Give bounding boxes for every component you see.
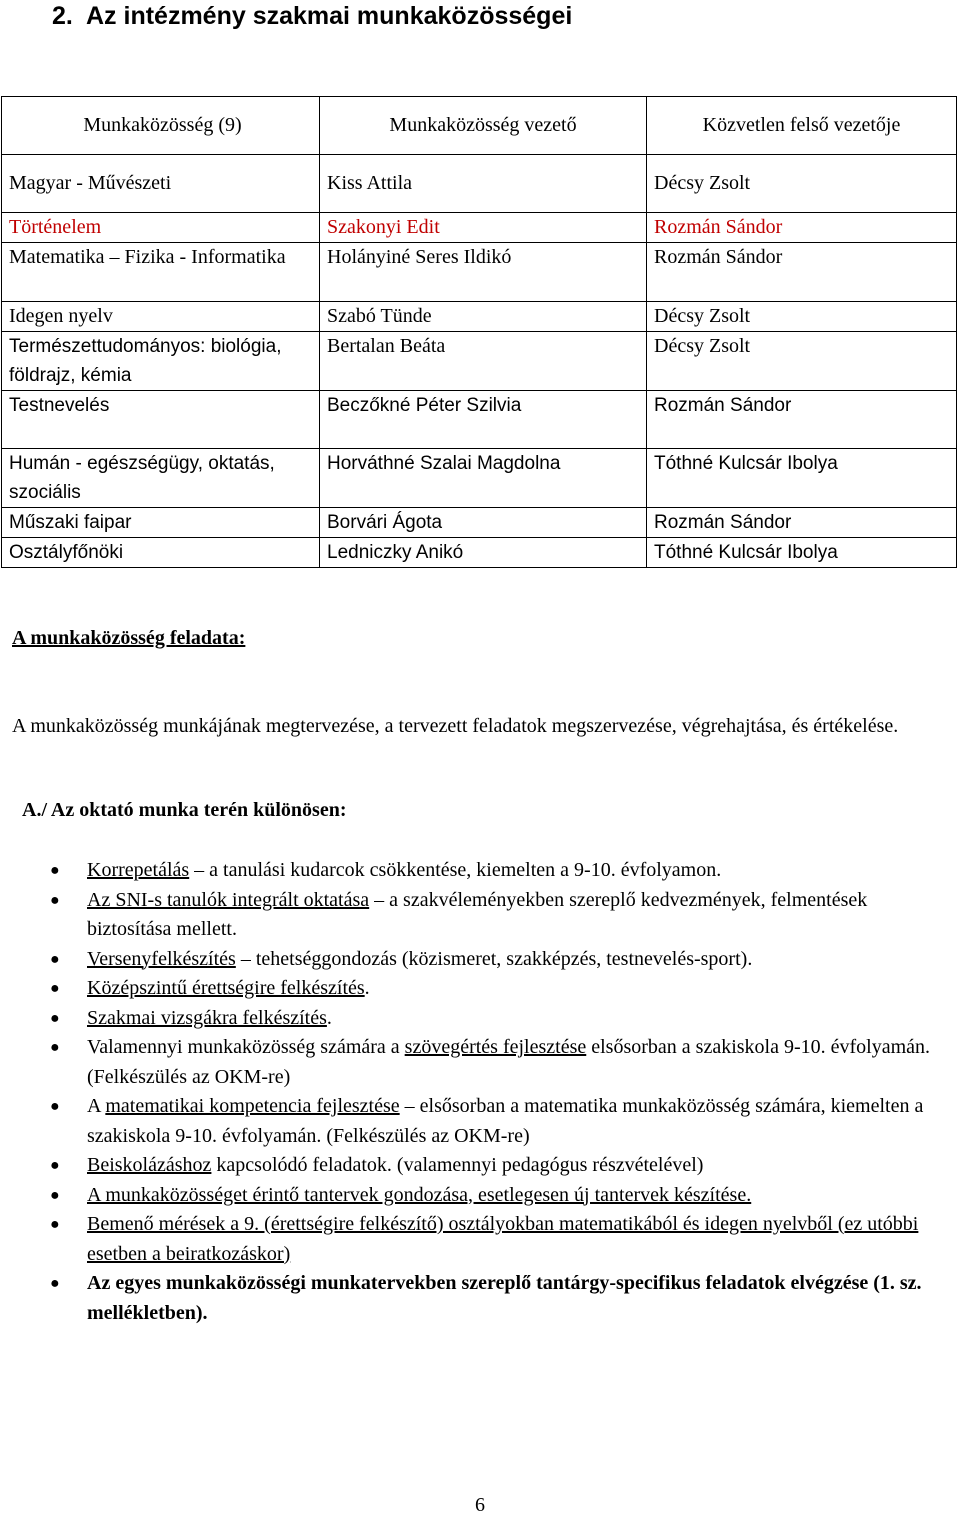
cell-supervisor: Rozmán Sándor [647, 243, 957, 302]
work-groups-table [1, 96, 957, 568]
section-number: 2. [52, 2, 73, 30]
bullet-icon: ● [50, 1186, 60, 1204]
list-item [0, 1092, 960, 1151]
task-text: Valamennyi munkaközösség számára a [87, 1036, 405, 1058]
cell-leader: Bertalan Beáta [320, 332, 647, 391]
subheading-prefix: A. [22, 799, 42, 821]
task-text: – tehetséggondozás (közismeret, szakképzés, testnevelés-sport). [235, 947, 753, 970]
bullet-icon: ● [50, 980, 60, 997]
task-highlight: szövegértés fejlesztése [404, 1036, 587, 1058]
task-text: . [326, 1006, 332, 1029]
header-leader: Munkaközösség vezető [320, 97, 647, 155]
table-row [2, 155, 957, 213]
bullet-icon: ● [50, 1009, 60, 1027]
list-item [0, 1033, 960, 1092]
table-row [2, 302, 957, 332]
cell-leader: Horváthné Szalai Magdolna [320, 449, 647, 508]
header-work-group: Munkaközösség (9) [2, 97, 320, 155]
bullet-icon: ● [50, 1216, 60, 1233]
task-highlight: Beiskolázáshoz [87, 1154, 212, 1176]
task-highlight: Középszintű érettségire felkészítés [87, 977, 365, 999]
list-item [0, 945, 960, 975]
cell-supervisor: Rozmán Sándor [647, 508, 957, 538]
bullet-icon: ● [50, 1275, 60, 1292]
cell-work-group: Természettudományos: biológia, földrajz, kémia [2, 332, 320, 391]
task-list [0, 856, 960, 1328]
cell-work-group: Humán - egészségügy, oktatás, szociális [2, 449, 320, 508]
cell-leader: Holányiné Seres Ildikó [320, 243, 647, 302]
table-row [2, 243, 957, 302]
cell-leader: Szakonyi Edit [320, 213, 647, 243]
task-text: elsősorban a szakiskola 9-10. évfolyamán. (Felkészülés az OKM-re) [87, 1036, 931, 1088]
list-item [0, 856, 960, 886]
table-row [2, 538, 957, 568]
cell-work-group: Idegen nyelv [2, 302, 320, 332]
task-highlight: Korrepetálás [87, 859, 190, 881]
list-item [0, 974, 960, 1004]
task-text: – a szakvéleményekben szereplő kedvezmények, felmentések biztosítása mellett. [87, 888, 868, 940]
cell-work-group: Matematika – Fizika - Informatika [2, 243, 320, 302]
section-title: A munkaközösség feladata: [12, 627, 246, 649]
list-item [0, 1210, 960, 1269]
list-item [0, 1151, 960, 1181]
task-highlight: Szakmai vizsgákra felkészítés [87, 1006, 327, 1029]
cell-work-group: Műszaki faipar [2, 508, 320, 538]
task-highlight: Versenyfelkészítés [87, 947, 236, 970]
task-text: kapcsolódó feladatok. (valamennyi pedagógus részvételével) [211, 1154, 704, 1176]
table-row [2, 213, 957, 243]
task-text: – elsősorban a matematika munkaközösség számára, kiemelten a szakiskola 9-10. évfolyamán. (Felkészülés az OKM-re) [87, 1095, 924, 1147]
cell-supervisor: Rozmán Sándor [647, 391, 957, 449]
task-highlight: Bemenő mérések a 9. (érettségire felkészítő) osztályokban matematikából és idegen nyelvből (ez utóbbi esetben a beiratkozáskor) [87, 1213, 919, 1265]
table-row [2, 332, 957, 391]
task-highlight: A munkaközösséget érintő tantervek gondozása, esetlegesen új tantervek készítése. [87, 1183, 752, 1206]
task-text: – a tanulási kudarcok csökkentése, kiemelten a 9-10. évfolyamon. [189, 859, 722, 881]
header-supervisor: Közvetlen felső vezetője [647, 97, 957, 155]
cell-leader: Szabó Tünde [320, 302, 647, 332]
cell-supervisor: Tóthné Kulcsár Ibolya [647, 538, 957, 568]
cell-supervisor: Tóthné Kulcsár Ibolya [647, 449, 957, 508]
cell-leader: Ledniczky Anikó [320, 538, 647, 568]
cell-work-group: Magyar - Művészeti [2, 155, 320, 213]
task-text: . [364, 977, 370, 999]
list-item [0, 1269, 960, 1328]
task-text: A [87, 1095, 106, 1117]
list-item [0, 886, 960, 945]
cell-leader: Borvári Ágota [320, 508, 647, 538]
bullet-icon: ● [50, 862, 60, 879]
page-number: 6 [475, 1494, 485, 1516]
cell-supervisor: Décsy Zsolt [647, 332, 957, 391]
table-row [2, 508, 957, 538]
bullet-icon: ● [50, 1157, 60, 1174]
cell-work-group: Történelem [2, 213, 320, 243]
table-row [2, 449, 957, 508]
subheading-text: / Az oktató munka terén különösen: [41, 799, 347, 821]
task-text: Az egyes munkaközösségi munkatervekben szereplő tantárgy-specifikus feladatok elvégzése (1. sz. mellékletben). [87, 1272, 922, 1324]
cell-supervisor: Décsy Zsolt [647, 155, 957, 213]
intro-paragraph: A munkaközösség munkájának megtervezése, a tervezett feladatok megszervezése, végrehajtása, és értékelése. [12, 715, 899, 737]
task-highlight: matematikai kompetencia fejlesztése [105, 1095, 400, 1117]
table-row [2, 391, 957, 449]
table-header-row [2, 97, 957, 155]
list-item [0, 1004, 960, 1034]
section-heading: Az intézmény szakmai munkaközösségei [86, 2, 573, 30]
task-highlight: Az SNI-s tanulók integrált oktatása [87, 888, 370, 911]
cell-work-group: Osztályfőnöki [2, 538, 320, 568]
subheading [22, 799, 346, 822]
bullet-icon: ● [50, 1098, 60, 1115]
cell-work-group: Testnevelés [2, 391, 320, 449]
cell-supervisor: Décsy Zsolt [647, 302, 957, 332]
cell-leader: Beczőkné Péter Szilvia [320, 391, 647, 449]
bullet-icon: ● [50, 1039, 60, 1056]
list-item [0, 1181, 960, 1211]
bullet-icon: ● [50, 891, 60, 909]
cell-supervisor: Rozmán Sándor [647, 213, 957, 243]
bullet-icon: ● [50, 950, 60, 968]
cell-leader: Kiss Attila [320, 155, 647, 213]
